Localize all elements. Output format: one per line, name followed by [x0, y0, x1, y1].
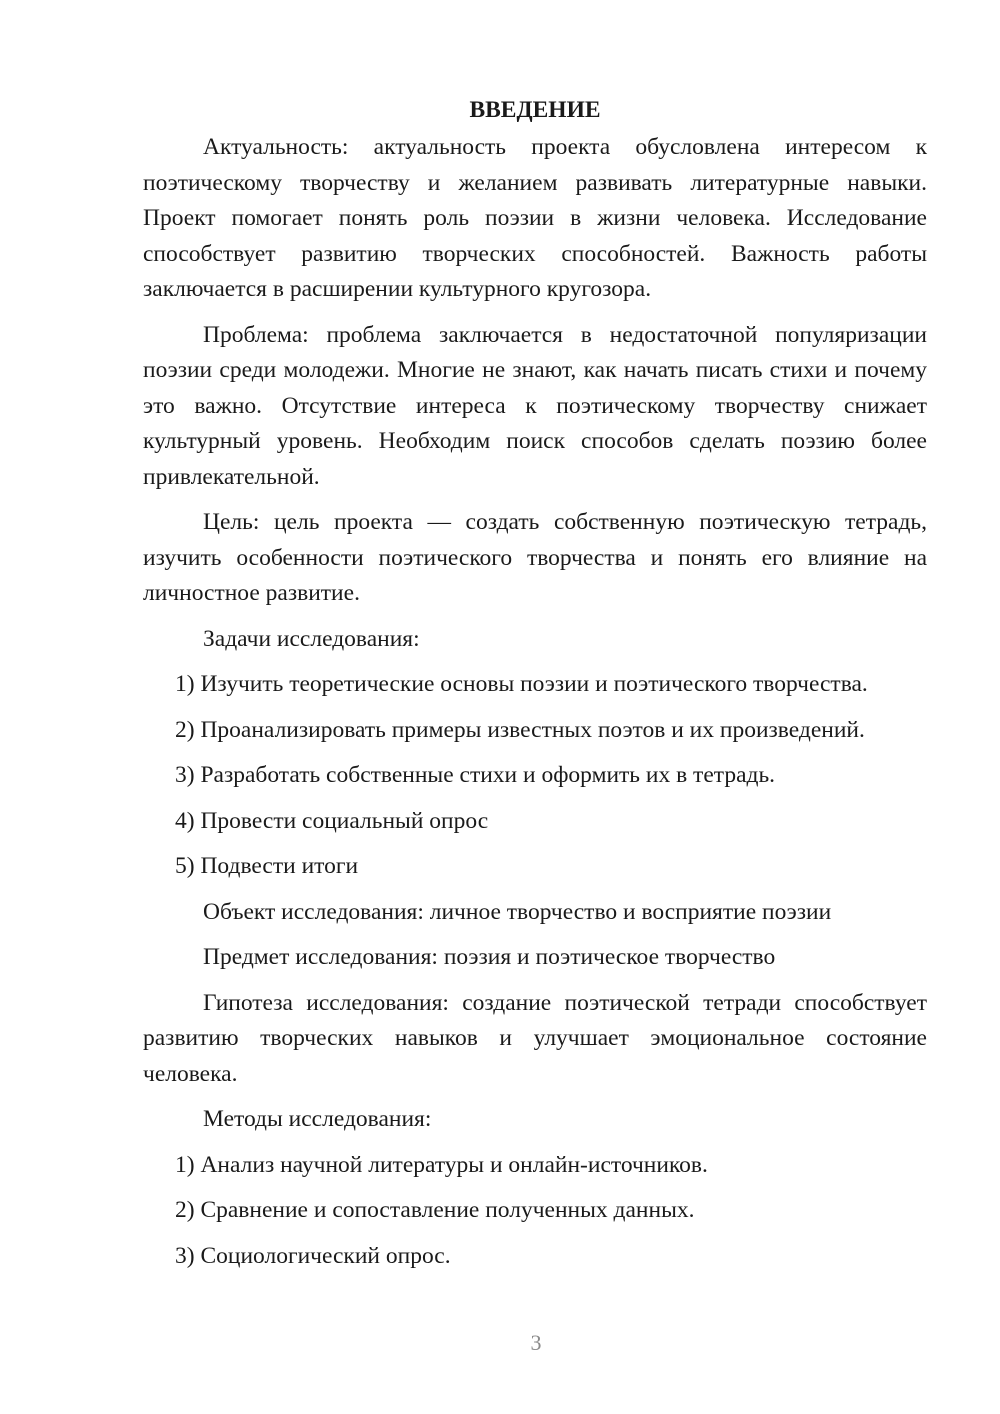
list-item: 2) Сравнение и сопоставление полученных данных.: [175, 1197, 695, 1223]
list-item: 5) Подвести итоги: [175, 853, 359, 879]
tasks-list: [143, 667, 927, 885]
section-heading: ВВЕДЕНИЕ: [469, 97, 601, 123]
list-item: 3) Социологический опрос.: [175, 1242, 451, 1269]
list-item: 1) Анализ научной литературы и онлайн-источников.: [175, 1151, 708, 1178]
tasks-label: Задачи исследования:: [203, 625, 420, 652]
list-item: 3) Разработать собственные стихи и оформить их в тетрадь.: [175, 762, 776, 788]
goal-paragraph: Цель: цель проекта — создать собственную поэтическую тетрадь, изучить особенности поэтического творчества и понять его влияние на личностное развитие.: [143, 509, 927, 606]
list-item: 1) Изучить теоретические основы поэзии и поэтического творчества.: [175, 671, 868, 697]
relevance-paragraph: Актуальность: актуальность проекта обусловлена интересом к поэтическому творчеству и желанием развивать литературные навыки. Проект помогает понять роль поэзии в жизни человека. Исследование способствует развитию творческих способностей. Важность работы заключается в расширении культурного кругозора.: [143, 134, 927, 302]
problem-paragraph: Проблема: проблема заключается в недостаточной популяризации поэзии среди молодежи. Многие не знают, как начать писать стихи и почему это важно. Отсутствие интереса к поэтическому творчеству снижает культурный уровень. Необходим поиск способов сделать поэзию более привлекательной.: [143, 321, 927, 490]
page-content: [143, 93, 927, 1284]
page-number: 3: [530, 1330, 542, 1355]
methods-label: Методы исследования:: [203, 1106, 432, 1132]
methods-list: [143, 1148, 927, 1275]
subject-line: Предмет исследования: поэзия и поэтическое творчество: [203, 944, 776, 970]
object-line: Объект исследования: личное творчество и восприятие поэзии: [203, 898, 832, 925]
list-item: 2) Проанализировать примеры известных поэтов и их произведений.: [175, 716, 865, 743]
list-item: 4) Провести социальный опрос: [175, 807, 489, 834]
hypothesis-paragraph: Гипотеза исследования: создание поэтической тетради способствует развитию творческих навыков и улучшает эмоциональное состояние человека.: [143, 989, 927, 1087]
